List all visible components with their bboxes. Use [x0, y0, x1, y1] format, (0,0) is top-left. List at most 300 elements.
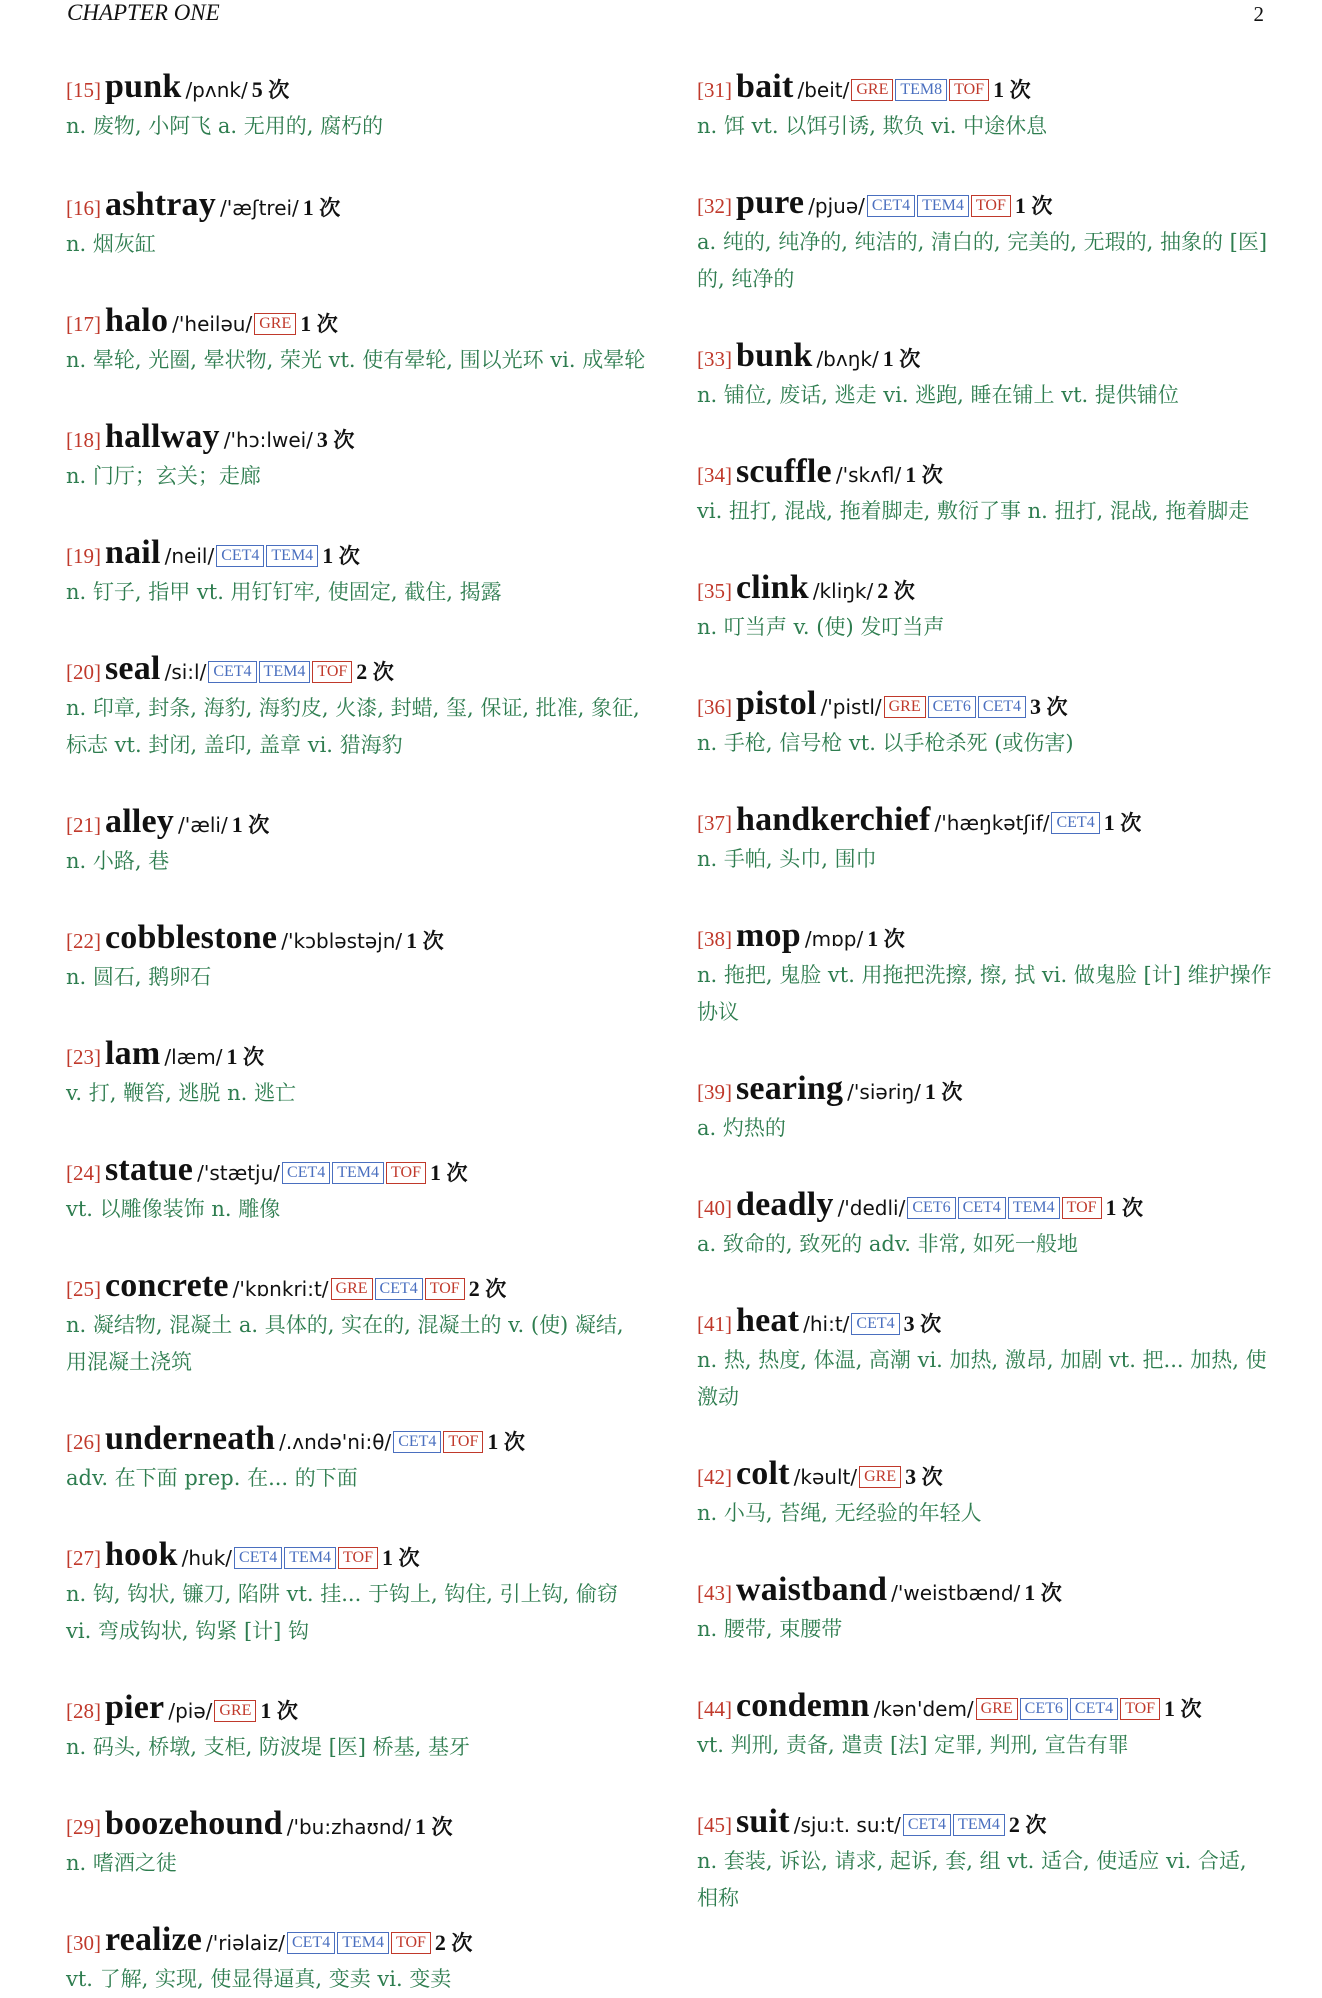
entry-headline: [66, 1807, 646, 1841]
entry-index: [41]: [697, 1312, 732, 1336]
dictionary-entry: [697, 919, 1272, 1031]
entry-index: [35]: [697, 579, 732, 603]
exam-tag: TEM4: [337, 1932, 389, 1954]
count-suffix: 次: [248, 813, 270, 837]
definition: n. 套装, 诉讼, 请求, 起诉, 套, 组 vt. 适合, 使适应 vi. 合适, 相称: [697, 1849, 1247, 1910]
entry-headline: [66, 536, 646, 570]
dictionary-entry: [697, 1805, 1272, 1917]
count-suffix: 次: [893, 579, 915, 603]
dictionary-entry: [697, 571, 1272, 646]
count-suffix: 次: [883, 927, 905, 951]
phonetic: /'kɔbləstəjn/: [281, 929, 403, 953]
headword: colt: [736, 1455, 790, 1492]
dictionary-entry: [66, 536, 646, 611]
definition: n. 钩, 钩状, 镰刀, 陷阱 vt. 挂... 于钩上, 钩住, 引上钩, 偷窃 vi. 弯成钩状, 钩紧 [计] 钩: [66, 1582, 619, 1643]
count-number: 1: [381, 1545, 393, 1570]
entry-index: [21]: [66, 813, 101, 837]
count-number: 1: [993, 77, 1005, 102]
phonetic: /piə/: [168, 1699, 213, 1723]
definition: a. 灼热的: [697, 1116, 786, 1140]
count-suffix: 次: [503, 1430, 525, 1454]
phonetic: /pʌnk/: [185, 78, 248, 102]
phonetic: /'hæŋkətʃif/: [934, 811, 1050, 835]
entry-headline: [66, 188, 646, 222]
exam-tag: GRE: [859, 1466, 901, 1488]
headword: nail: [105, 534, 161, 571]
count-number: 1: [487, 1429, 499, 1454]
dictionary-entry: [66, 921, 646, 996]
count-suffix: 次: [485, 1277, 507, 1301]
occurrence-count: [993, 77, 1031, 102]
occurrence-count: [925, 1079, 963, 1104]
headword: waistband: [736, 1571, 888, 1608]
definition: n. 铺位, 废话, 逃走 vi. 逃跑, 睡在铺上 vt. 提供铺位: [697, 383, 1179, 407]
count-number: 1: [406, 928, 418, 953]
exam-tag: TEM8: [895, 79, 947, 101]
occurrence-count: [303, 195, 341, 220]
headword: bait: [736, 68, 794, 105]
entry-headline: [697, 1573, 1272, 1607]
exam-tag: CET6: [928, 696, 976, 718]
definition: vt. 了解, 实现, 使显得逼真, 变卖 vi. 变卖: [66, 1967, 452, 1991]
count-number: 1: [226, 1044, 238, 1069]
exam-tag: TEM4: [259, 661, 311, 683]
entry-index: [25]: [66, 1277, 101, 1301]
occurrence-count: [300, 311, 338, 336]
entry-headline: [66, 304, 646, 338]
exam-tag: CET4: [978, 696, 1026, 718]
headword: concrete: [105, 1267, 229, 1304]
occurrence-count: [252, 77, 290, 102]
dictionary-entry: [66, 304, 646, 379]
entry-index: [38]: [697, 927, 732, 951]
phonetic: /'dedli/: [837, 1196, 906, 1220]
entry-index: [24]: [66, 1161, 101, 1185]
phonetic: /'skʌfl/: [835, 463, 902, 487]
entry-index: [27]: [66, 1546, 101, 1570]
headword: bunk: [736, 337, 813, 374]
count-number: 1: [260, 1698, 272, 1723]
occurrence-count: [905, 462, 943, 487]
phonetic: /kən'dem/: [873, 1697, 974, 1721]
phonetic: /neil/: [164, 544, 215, 568]
entry-headline: [697, 571, 1272, 605]
headword: seal: [105, 650, 161, 687]
exam-tag: GRE: [214, 1700, 256, 1722]
dictionary-entry: [697, 70, 1272, 145]
occurrence-count: [260, 1698, 298, 1723]
count-suffix: 次: [899, 347, 921, 371]
entry-headline: [66, 652, 646, 686]
entry-index: [29]: [66, 1815, 101, 1839]
dictionary-entry: [66, 1691, 646, 1766]
headword: searing: [736, 1070, 844, 1107]
occurrence-count: [356, 659, 394, 684]
dictionary-entry: [66, 188, 646, 263]
entry-index: [15]: [66, 78, 101, 102]
headword: pistol: [736, 685, 817, 722]
headword: scuffle: [736, 453, 832, 490]
exam-tag: TOF: [425, 1278, 465, 1300]
dictionary-entry: [66, 1807, 646, 1882]
count-number: 1: [302, 195, 314, 220]
definition: n. 小路, 巷: [66, 849, 170, 873]
count-suffix: 次: [941, 1080, 963, 1104]
definition: n. 小马, 苔绳, 无经验的年轻人: [697, 1501, 982, 1525]
headword: lam: [105, 1035, 161, 1072]
count-suffix: 次: [319, 196, 341, 220]
exam-tag: CET6: [1020, 1698, 1068, 1720]
count-number: 1: [1014, 193, 1026, 218]
exam-tag: CET4: [903, 1814, 951, 1836]
headword: statue: [105, 1151, 194, 1188]
occurrence-count: [1106, 1195, 1144, 1220]
count-suffix: 次: [1040, 1581, 1062, 1605]
entry-index: [40]: [697, 1196, 732, 1220]
dictionary-entry: [66, 420, 646, 495]
dictionary-entry: [66, 805, 646, 880]
definition: n. 钉子, 指甲 vt. 用钉钉牢, 使固定, 截住, 揭露: [66, 580, 502, 604]
entry-index: [23]: [66, 1045, 101, 1069]
dictionary-entry: [697, 1304, 1272, 1416]
headword: pier: [105, 1689, 165, 1726]
count-number: 5: [251, 77, 263, 102]
entry-headline: [697, 339, 1272, 373]
entry-index: [34]: [697, 463, 732, 487]
count-suffix: 次: [276, 1699, 298, 1723]
entry-headline: [66, 921, 646, 955]
entry-headline: [697, 803, 1272, 837]
entry-headline: [66, 70, 646, 104]
exam-tag: TOF: [1062, 1197, 1102, 1219]
count-number: 1: [1105, 1195, 1117, 1220]
definition: n. 腰带, 束腰带: [697, 1617, 843, 1641]
phonetic: /'heiləu/: [172, 312, 253, 336]
dictionary-entry: [66, 1538, 646, 1650]
entry-headline: [697, 919, 1272, 953]
phonetic: /mɒp/: [804, 927, 864, 951]
definition: n. 嗜酒之徒: [66, 1851, 177, 1875]
definition: n. 门厅；玄关；走廊: [66, 464, 261, 488]
exam-tag: CET4: [851, 1313, 899, 1335]
occurrence-count: [435, 1930, 473, 1955]
count-suffix: 次: [1046, 695, 1068, 719]
occurrence-count: [905, 1464, 943, 1489]
count-number: 1: [300, 311, 312, 336]
definition: a. 致命的, 致死的 adv. 非常, 如死一般地: [697, 1232, 1078, 1256]
definition: a. 纯的, 纯净的, 纯洁的, 清白的, 完美的, 无瑕的, 抽象的 [医] 的, 纯净的: [697, 230, 1268, 291]
occurrence-count: [1024, 1580, 1062, 1605]
definition: n. 码头, 桥墩, 支柜, 防波堤 [医] 桥基, 基牙: [66, 1735, 471, 1759]
entry-headline: [697, 455, 1272, 489]
count-number: 1: [1103, 810, 1115, 835]
occurrence-count: [430, 1160, 468, 1185]
headword: halo: [105, 302, 169, 339]
entry-index: [45]: [697, 1813, 732, 1837]
headword: condemn: [736, 1687, 870, 1724]
exam-tag: TEM4: [1008, 1197, 1060, 1219]
headword: heat: [736, 1302, 800, 1339]
exam-tag: TOF: [443, 1431, 483, 1453]
count-number: 3: [316, 427, 328, 452]
exam-tag: CET4: [234, 1547, 282, 1569]
count-suffix: 次: [333, 428, 355, 452]
phonetic: /'æʃtrei/: [219, 196, 299, 220]
definition: n. 烟灰缸: [66, 232, 156, 256]
exam-tag: CET4: [1051, 812, 1099, 834]
definition: n. 印章, 封条, 海豹, 海豹皮, 火漆, 封蜡, 玺, 保证, 批准, 象征, 标志 vt. 封闭, 盖印, 盖章 vi. 猎海豹: [66, 696, 640, 757]
count-suffix: 次: [372, 660, 394, 684]
dictionary-entry: [697, 1188, 1272, 1263]
exam-tag: TOF: [386, 1162, 426, 1184]
entry-headline: [66, 1422, 646, 1456]
definition: n. 拖把, 鬼脸 vt. 用拖把洗擦, 擦, 拭 vi. 做鬼脸 [计] 维护操作协议: [697, 963, 1272, 1024]
exam-tag: CET4: [375, 1278, 423, 1300]
entry-index: [20]: [66, 660, 101, 684]
exam-tag: CET4: [1070, 1698, 1118, 1720]
phonetic: /'æli/: [177, 813, 228, 837]
dictionary-entry: [697, 339, 1272, 414]
count-number: 1: [414, 1814, 426, 1839]
count-number: 3: [905, 1464, 917, 1489]
count-suffix: 次: [446, 1161, 468, 1185]
count-suffix: 次: [920, 1312, 942, 1336]
definition: n. 圆石, 鹅卵石: [66, 965, 212, 989]
exam-tag: CET4: [216, 545, 264, 567]
occurrence-count: [904, 1311, 942, 1336]
headword: ashtray: [105, 186, 216, 223]
headword: hook: [105, 1536, 178, 1573]
headword: mop: [736, 917, 801, 954]
entry-headline: [66, 420, 646, 454]
dictionary-entry: [697, 803, 1272, 878]
occurrence-count: [867, 926, 905, 951]
phonetic: /'siəriŋ/: [847, 1080, 921, 1104]
entry-headline: [66, 805, 646, 839]
definition: n. 手枪, 信号枪 vt. 以手枪杀死 (或伤害): [697, 731, 1074, 755]
occurrence-count: [877, 578, 915, 603]
entry-index: [32]: [697, 194, 732, 218]
exam-tag: CET4: [958, 1197, 1006, 1219]
count-suffix: 次: [1180, 1697, 1202, 1721]
phonetic: /'stætju/: [197, 1161, 281, 1185]
occurrence-count: [1015, 193, 1053, 218]
definition: vt. 判刑, 责备, 遣责 [法] 定罪, 判刑, 宣告有罪: [697, 1733, 1129, 1757]
entry-headline: [66, 1923, 646, 1957]
dictionary-entry: [66, 1923, 646, 1998]
count-suffix: 次: [921, 1465, 943, 1489]
count-number: 2: [1008, 1812, 1020, 1837]
exam-tag: TEM4: [953, 1814, 1005, 1836]
phonetic: /læm/: [164, 1045, 223, 1069]
headword: punk: [105, 68, 182, 105]
exam-tag: TOF: [1120, 1698, 1160, 1720]
phonetic: /'pistl/: [820, 695, 882, 719]
headword: suit: [736, 1803, 790, 1840]
definition: n. 凝结物, 混凝土 a. 具体的, 实在的, 混凝土的 v. (使) 凝结, 用混凝土浇筑: [66, 1313, 624, 1374]
occurrence-count: [322, 543, 360, 568]
entry-index: [31]: [697, 78, 732, 102]
occurrence-count: [415, 1814, 453, 1839]
exam-tag: TEM4: [266, 545, 318, 567]
occurrence-count: [1009, 1812, 1047, 1837]
chapter-title: CHAPTER ONE: [67, 0, 220, 25]
entry-index: [43]: [697, 1581, 732, 1605]
dictionary-entry: [66, 1269, 646, 1381]
definition: v. 打, 鞭笞, 逃脱 n. 逃亡: [66, 1081, 296, 1105]
entry-headline: [66, 1153, 646, 1187]
count-number: 1: [905, 462, 917, 487]
dictionary-entry: [697, 1689, 1272, 1764]
occurrence-count: [1104, 810, 1142, 835]
definition: vt. 以雕像装饰 n. 雕像: [66, 1197, 281, 1221]
headword: deadly: [736, 1186, 834, 1223]
occurrence-count: [1164, 1696, 1202, 1721]
phonetic: /pjuə/: [808, 194, 865, 218]
dictionary-entry: [66, 1037, 646, 1112]
entry-headline: [697, 1304, 1272, 1338]
headword: alley: [105, 803, 174, 840]
entry-index: [18]: [66, 428, 101, 452]
dictionary-entry: [697, 455, 1272, 530]
phonetic: /kəult/: [793, 1465, 858, 1489]
count-suffix: 次: [338, 544, 360, 568]
entry-headline: [66, 1269, 646, 1303]
occurrence-count: [317, 427, 355, 452]
phonetic: /'hɔ:lwei/: [223, 428, 313, 452]
count-suffix: 次: [1122, 1196, 1144, 1220]
occurrence-count: [406, 928, 444, 953]
dictionary-entry: [697, 687, 1272, 762]
phonetic: /'bu:zhaʊnd/: [286, 1815, 411, 1839]
count-number: 1: [322, 543, 334, 568]
count-suffix: 次: [1120, 811, 1142, 835]
dictionary-entry: [697, 1072, 1272, 1147]
count-suffix: 次: [1025, 1813, 1047, 1837]
exam-tag: CET4: [287, 1932, 335, 1954]
occurrence-count: [1030, 694, 1068, 719]
entry-index: [33]: [697, 347, 732, 371]
count-suffix: 次: [398, 1546, 420, 1570]
exam-tag: GRE: [976, 1698, 1018, 1720]
count-suffix: 次: [921, 463, 943, 487]
phonetic: /beit/: [797, 78, 850, 102]
exam-tag: TOF: [312, 661, 352, 683]
count-number: 1: [429, 1160, 441, 1185]
occurrence-count: [232, 812, 270, 837]
count-number: 1: [882, 346, 894, 371]
dictionary-entry: [697, 186, 1272, 298]
count-number: 1: [924, 1079, 936, 1104]
occurrence-count: [883, 346, 921, 371]
exam-tag: CET4: [867, 195, 915, 217]
exam-tag: CET4: [208, 661, 256, 683]
count-suffix: 次: [268, 78, 290, 102]
phonetic: /.ʌndə'ni:θ/: [279, 1430, 392, 1454]
count-suffix: 次: [1009, 78, 1031, 102]
phonetic: /si:l/: [164, 660, 207, 684]
definition: vi. 扭打, 混战, 拖着脚走, 敷衍了事 n. 扭打, 混战, 拖着脚走: [697, 499, 1250, 523]
dictionary-entry: [66, 70, 646, 145]
entry-headline: [697, 687, 1272, 721]
exam-tag: TEM4: [332, 1162, 384, 1184]
exam-tag: GRE: [331, 1278, 373, 1300]
definition: n. 手帕, 头巾, 围巾: [697, 847, 877, 871]
entry-index: [30]: [66, 1931, 101, 1955]
phonetic: /sju:t. su:t/: [793, 1813, 901, 1837]
headword: boozehound: [105, 1805, 283, 1842]
entry-index: [36]: [697, 695, 732, 719]
entry-headline: [697, 1072, 1272, 1106]
dictionary-entry: [66, 1422, 646, 1497]
occurrence-count: [487, 1429, 525, 1454]
exam-tag: TEM4: [284, 1547, 336, 1569]
count-suffix: 次: [422, 929, 444, 953]
headword: realize: [105, 1921, 203, 1958]
entry-index: [44]: [697, 1697, 732, 1721]
entry-index: [17]: [66, 312, 101, 336]
count-number: 2: [877, 578, 889, 603]
left-column: [66, 70, 646, 1998]
phonetic: /hi:t/: [803, 1312, 850, 1336]
phonetic: /bʌŋk/: [816, 347, 879, 371]
definition: n. 晕轮, 光圈, 晕状物, 荣光 vt. 使有晕轮, 围以光环 vi. 成晕轮: [66, 348, 646, 372]
occurrence-count: [227, 1044, 265, 1069]
headword: handkerchief: [736, 801, 931, 838]
occurrence-count: [469, 1276, 507, 1301]
phonetic: /kliŋk/: [812, 579, 874, 603]
dictionary-entry: [697, 1573, 1272, 1648]
headword: pure: [736, 184, 805, 221]
exam-tag: TOF: [338, 1547, 378, 1569]
headword: hallway: [105, 418, 220, 455]
entry-index: [26]: [66, 1430, 101, 1454]
definition: adv. 在下面 prep. 在... 的下面: [66, 1466, 358, 1490]
exam-tag: GRE: [851, 79, 893, 101]
dictionary-entry: [66, 1153, 646, 1228]
exam-tag: TOF: [971, 195, 1011, 217]
entry-index: [42]: [697, 1465, 732, 1489]
count-suffix: 次: [316, 312, 338, 336]
phonetic: /huk/: [181, 1546, 233, 1570]
count-suffix: 次: [451, 1931, 473, 1955]
exam-tag: CET6: [907, 1197, 955, 1219]
count-number: 2: [434, 1930, 446, 1955]
entry-index: [37]: [697, 811, 732, 835]
definition: n. 饵 vt. 以饵引诱, 欺负 vi. 中途休息: [697, 114, 1048, 138]
count-number: 1: [231, 812, 243, 837]
entry-headline: [66, 1691, 646, 1725]
phonetic: /'kɒnkri:t/: [232, 1277, 329, 1301]
occurrence-count: [382, 1545, 420, 1570]
entry-index: [16]: [66, 196, 101, 220]
exam-tag: GRE: [254, 313, 296, 335]
exam-tag: TOF: [949, 79, 989, 101]
count-number: 3: [903, 1311, 915, 1336]
entry-headline: [697, 186, 1272, 220]
headword: cobblestone: [105, 919, 278, 956]
count-suffix: 次: [243, 1045, 265, 1069]
entry-headline: [697, 1457, 1272, 1491]
page-number: 2: [1253, 2, 1264, 26]
count-number: 1: [1164, 1696, 1176, 1721]
exam-tag: GRE: [884, 696, 926, 718]
entry-headline: [697, 1689, 1272, 1723]
dictionary-entry: [697, 1457, 1272, 1532]
exam-tag: CET4: [393, 1431, 441, 1453]
headword: clink: [736, 569, 809, 606]
exam-tag: TEM4: [917, 195, 969, 217]
